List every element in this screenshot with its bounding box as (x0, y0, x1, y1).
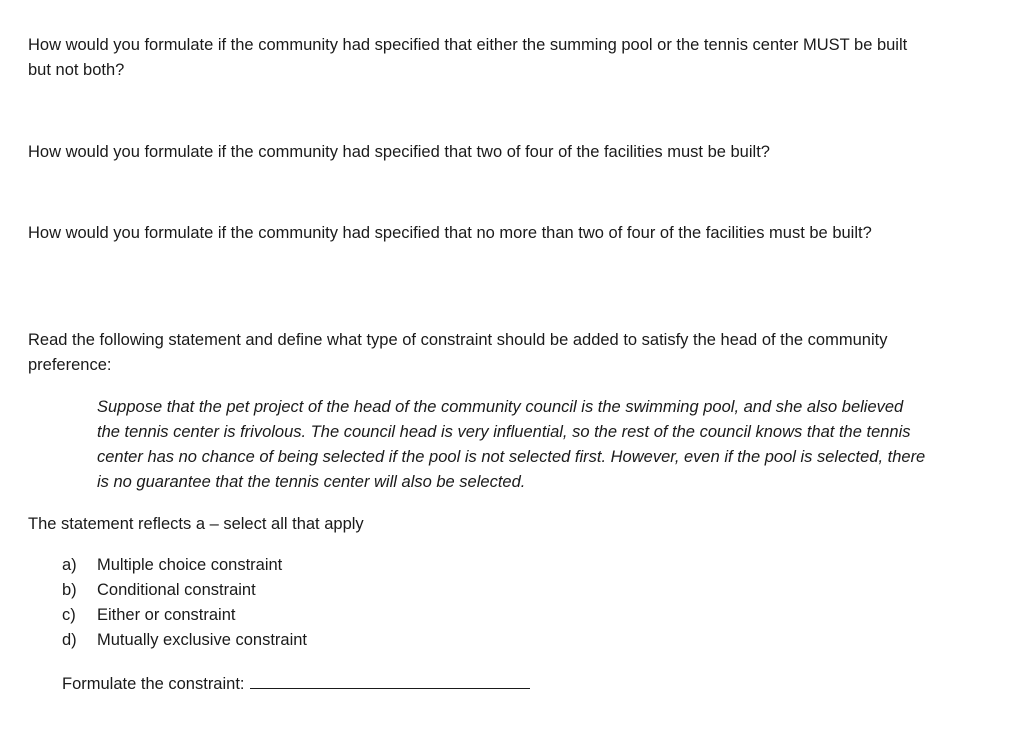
question-constraint-type-intro: Read the following statement and define what type of constraint should be added to satisfy the head of the community preference: (28, 331, 888, 374)
question-no-more-than-two: How would you formulate if the community had specified that no more than two of four of the facilities must be built? (28, 224, 872, 242)
option-c[interactable] (62, 603, 307, 628)
option-d[interactable] (62, 628, 307, 653)
council-statement: Suppose that the pet project of the head of the community council is the swimming pool, and she also believed the tennis center is frivolous. The council head is very influential, so the rest of the council knows that the tennis center has no chance of being selected if the pool is not selected first. However, even if the pool is selected, there is no guarantee that the tennis center will also be selected. (97, 398, 926, 491)
option-text: Either or constraint (97, 606, 236, 624)
option-letter: d) (62, 631, 77, 649)
formulate-label: Formulate the constraint: (62, 675, 245, 693)
question-two-of-four: How would you formulate if the community had specified that two of four of the facilities must be built? (28, 143, 770, 161)
select-all-prompt: The statement reflects a – select all that apply (28, 515, 364, 533)
option-b[interactable] (62, 578, 307, 603)
option-text: Mutually exclusive constraint (97, 631, 308, 649)
question-swimming-or-tennis: How would you formulate if the community had specified that either the summing pool or the tennis center MUST be built but not both? (28, 36, 908, 79)
answer-blank-line[interactable] (250, 670, 530, 689)
option-text: Multiple choice constraint (97, 556, 283, 574)
option-letter: a) (62, 556, 77, 574)
option-letter: b) (62, 581, 77, 599)
formulate-constraint-row (62, 670, 530, 697)
option-a[interactable] (62, 553, 307, 578)
option-text: Conditional constraint (97, 581, 256, 599)
answer-options-list (62, 553, 307, 653)
option-letter: c) (62, 606, 76, 624)
